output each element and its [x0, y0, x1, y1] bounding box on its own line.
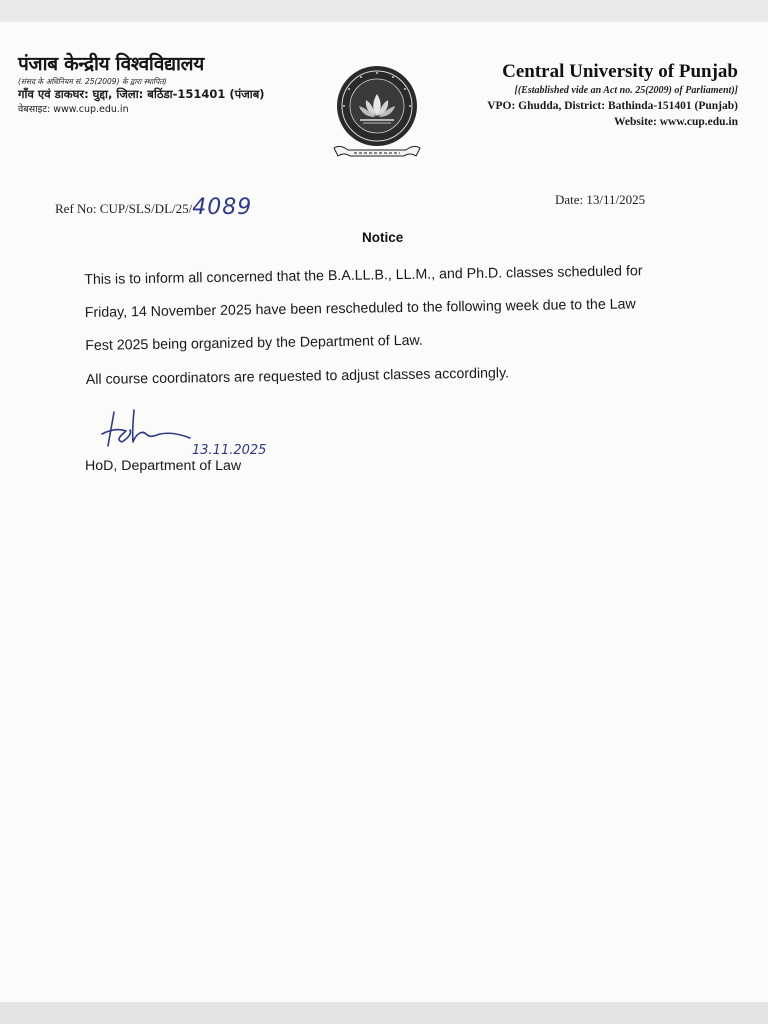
notice-body [84, 254, 706, 390]
notice-title: Notice [362, 230, 404, 245]
document-page [0, 22, 768, 1002]
paragraph-1-line-1: This is to inform all concerned that the B.A.LL.B., LL.M., and Ph.D. classes scheduled for [84, 263, 643, 288]
notice-date: Date: 13/11/2025 [555, 192, 646, 207]
reference-prefix: Ref No: CUP/SLS/DL/25/ [55, 201, 193, 216]
paragraph-1-line-2: Friday, 14 November 2025 have been rescheduled to the following week due to the Law [84, 296, 636, 321]
signatory-designation: HoD, Department of Law [85, 458, 242, 474]
reference-number [55, 195, 252, 220]
letterhead-hindi [18, 52, 318, 118]
university-emblem-icon [330, 64, 424, 164]
established-note-english: [(Established vide an Act no. 25(2009) of Parliament)] [514, 85, 738, 96]
university-name-hindi: पंजाब केन्द्रीय विश्वविद्यालय [18, 53, 204, 75]
website-english: Website: www.cup.edu.in [614, 116, 738, 128]
university-name-english: Central University of Punjab [502, 61, 738, 82]
address-hindi: गाँव एवं डाकघर: घुद्दा, जिला: बठिंडा-151401 (पंजाब) [18, 87, 265, 101]
website-hindi: वेबसाइट: www.cup.edu.in [18, 104, 129, 115]
scan-bottom-edge [0, 1002, 768, 1024]
letterhead-english [438, 60, 738, 130]
paragraph-2: All course coordinators are requested to adjust classes accordingly. [85, 365, 510, 388]
address-english: VPO: Ghudda, District: Bathinda-151401 (Punjab) [487, 100, 738, 112]
signature-date: 13.11.2025 [192, 443, 267, 458]
handwritten-signature [100, 404, 300, 464]
established-note-hindi: (संसद के अधिनियम सं. 25(2009) के द्वारा स्थापित) [18, 77, 167, 86]
paragraph-1-line-3: Fest 2025 being organized by the Department of Law. [85, 332, 423, 354]
handwritten-reference-number: 4089 [192, 195, 253, 220]
